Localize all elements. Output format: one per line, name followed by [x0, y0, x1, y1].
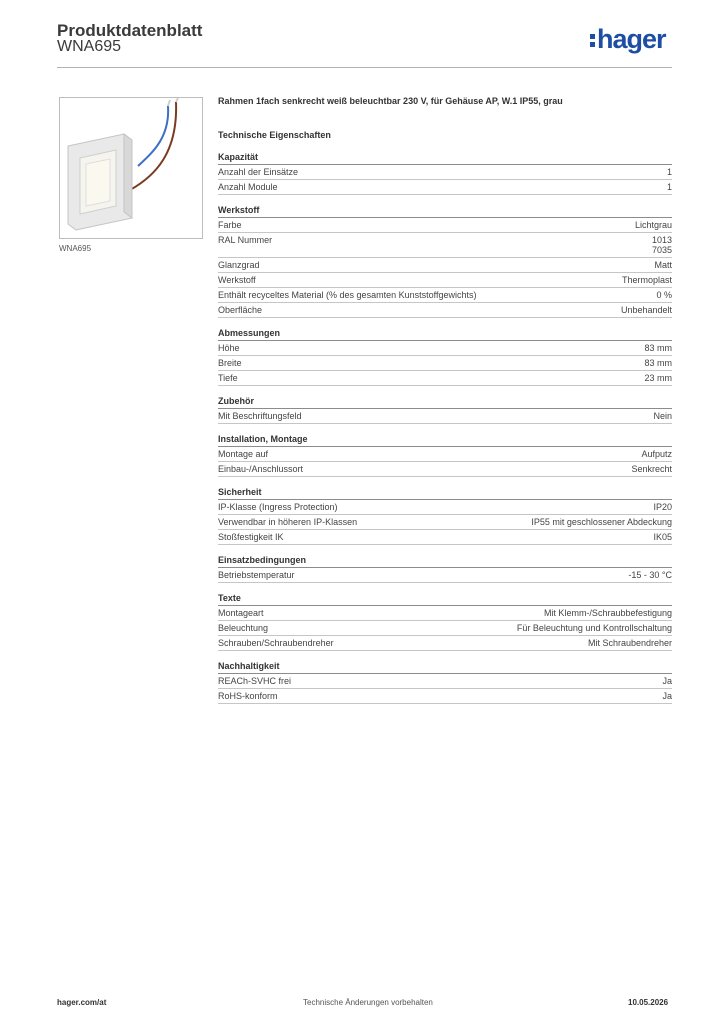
property-value-line: Matt	[654, 260, 672, 270]
property-row	[218, 371, 672, 386]
property-row	[218, 356, 672, 371]
property-label: RoHS-konform	[218, 691, 278, 701]
property-value	[662, 676, 672, 686]
property-row	[218, 689, 672, 704]
property-value	[652, 235, 672, 255]
section-heading: Texte	[218, 593, 672, 606]
property-label: Einbau-/Anschlussort	[218, 464, 304, 474]
property-value-line: IK05	[653, 532, 672, 542]
property-label: REACh-SVHC frei	[218, 676, 292, 686]
property-value	[517, 623, 672, 633]
property-value	[644, 373, 672, 383]
property-value-line: 1	[666, 182, 672, 192]
property-label: RAL Nummer	[218, 235, 273, 245]
property-label: Mit Beschriftungsfeld	[218, 411, 302, 421]
property-row	[218, 530, 672, 545]
property-value-line: 0 %	[656, 290, 672, 300]
logo-dots-icon	[590, 34, 595, 50]
logo-text: hager	[597, 24, 666, 54]
property-value	[667, 167, 672, 177]
property-row	[218, 674, 672, 689]
page-title: Produktdatenblatt	[57, 21, 203, 40]
property-label: Glanzgrad	[218, 260, 260, 270]
property-value-line: Ja	[662, 691, 672, 701]
property-value	[654, 260, 672, 270]
property-value	[653, 502, 672, 512]
property-row	[218, 462, 672, 477]
property-value-line: 83 mm	[644, 343, 672, 353]
property-section	[218, 661, 672, 704]
property-value	[644, 358, 672, 368]
section-heading: Werkstoff	[218, 205, 672, 218]
property-value	[662, 691, 672, 701]
property-label: Betriebstemperatur	[218, 570, 295, 580]
property-row	[218, 165, 672, 180]
footer-notice: Technische Änderungen vorbehalten	[303, 998, 433, 1007]
image-caption: WNA695	[59, 244, 92, 253]
property-value-line: Lichtgrau	[634, 220, 672, 230]
property-label: Montage auf	[218, 449, 269, 459]
property-value	[544, 608, 672, 618]
property-value-line: Mit Klemm-/Schraubbefestigung	[543, 608, 672, 618]
property-row	[218, 621, 672, 636]
property-label: Tiefe	[218, 373, 238, 383]
property-label: Höhe	[218, 343, 240, 353]
property-row	[218, 288, 672, 303]
property-value-line: Aufputz	[641, 449, 672, 459]
property-value-line: 1	[666, 167, 672, 177]
property-row	[218, 636, 672, 651]
section-heading: Einsatzbedingungen	[218, 555, 672, 568]
property-value-line: Mit Schraubendreher	[587, 638, 672, 648]
property-value-line: IP55 mit geschlossener Abdeckung	[531, 517, 672, 527]
section-heading: Abmessungen	[218, 328, 672, 341]
property-row	[218, 273, 672, 288]
property-section	[218, 487, 672, 545]
property-value	[644, 343, 672, 353]
property-value-line: Ja	[662, 676, 672, 686]
property-value	[635, 220, 672, 230]
property-label: Oberfläche	[218, 305, 263, 315]
property-label: Verwendbar in höheren IP-Klassen	[218, 517, 358, 527]
property-label: Beleuchtung	[218, 623, 269, 633]
product-description: Rahmen 1fach senkrecht weiß beleuchtbar 230 V, für Gehäuse AP, W.1 IP55, grau	[218, 96, 563, 106]
property-value	[631, 464, 672, 474]
property-row	[218, 218, 672, 233]
section-heading: Kapazität	[218, 152, 672, 165]
property-row	[218, 447, 672, 462]
property-value	[653, 411, 672, 421]
footer-website-link[interactable]: hager.com/at	[57, 998, 107, 1007]
section-heading: Sicherheit	[218, 487, 672, 500]
property-value-line: 23 mm	[644, 373, 672, 383]
property-section	[218, 396, 672, 424]
footer-date: 10.05.2026	[628, 998, 669, 1007]
property-value-line: -15 - 30 °C	[628, 570, 672, 580]
property-label: Farbe	[218, 220, 242, 230]
property-label: Enthält recyceltes Material (% des gesamten Kunststoffgewichts)	[218, 290, 477, 300]
property-value	[622, 275, 672, 285]
product-frame-icon	[60, 98, 202, 238]
property-value	[641, 449, 672, 459]
property-value-line: 7035	[651, 245, 672, 255]
property-value-line: Unbehandelt	[620, 305, 672, 315]
property-value-line: Für Beleuchtung und Kontrollschaltung	[516, 623, 672, 633]
section-heading: Installation, Montage	[218, 434, 672, 447]
properties-table	[218, 152, 672, 714]
property-label: Stoßfestigkeit IK	[218, 532, 284, 542]
property-section	[218, 205, 672, 318]
property-row	[218, 500, 672, 515]
property-value-line: Senkrecht	[631, 464, 672, 474]
header-divider	[57, 67, 672, 68]
section-heading: Nachhaltigkeit	[218, 661, 672, 674]
tech-properties-heading: Technische Eigenschaften	[218, 130, 331, 140]
property-row	[218, 303, 672, 318]
property-value	[656, 290, 672, 300]
property-section	[218, 328, 672, 386]
property-value	[667, 182, 672, 192]
property-value-line: 1013	[651, 235, 672, 245]
property-row	[218, 233, 672, 258]
hager-logo	[590, 24, 666, 55]
property-value	[531, 517, 672, 527]
property-label: Schrauben/Schraubendreher	[218, 638, 334, 648]
property-row	[218, 568, 672, 583]
property-row	[218, 515, 672, 530]
property-value	[628, 570, 672, 580]
property-label: Werkstoff	[218, 275, 256, 285]
property-row	[218, 409, 672, 424]
property-value-line: 83 mm	[644, 358, 672, 368]
product-number: WNA695	[57, 38, 122, 55]
property-label: IP-Klasse (Ingress Protection)	[218, 502, 338, 512]
property-row	[218, 180, 672, 195]
property-value	[653, 532, 672, 542]
property-value-line: Thermoplast	[621, 275, 672, 285]
property-value-line: IP20	[653, 502, 672, 512]
property-section	[218, 555, 672, 583]
property-row	[218, 258, 672, 273]
property-row	[218, 341, 672, 356]
section-heading: Zubehör	[218, 396, 672, 409]
property-section	[218, 593, 672, 651]
property-label: Breite	[218, 358, 242, 368]
property-label: Anzahl Module	[218, 182, 278, 192]
property-section	[218, 434, 672, 477]
property-value	[621, 305, 672, 315]
property-value	[588, 638, 672, 648]
property-label: Montageart	[218, 608, 264, 618]
property-section	[218, 152, 672, 195]
property-label: Anzahl der Einsätze	[218, 167, 299, 177]
property-value-line: Nein	[653, 411, 672, 421]
product-image	[59, 97, 203, 239]
property-row	[218, 606, 672, 621]
